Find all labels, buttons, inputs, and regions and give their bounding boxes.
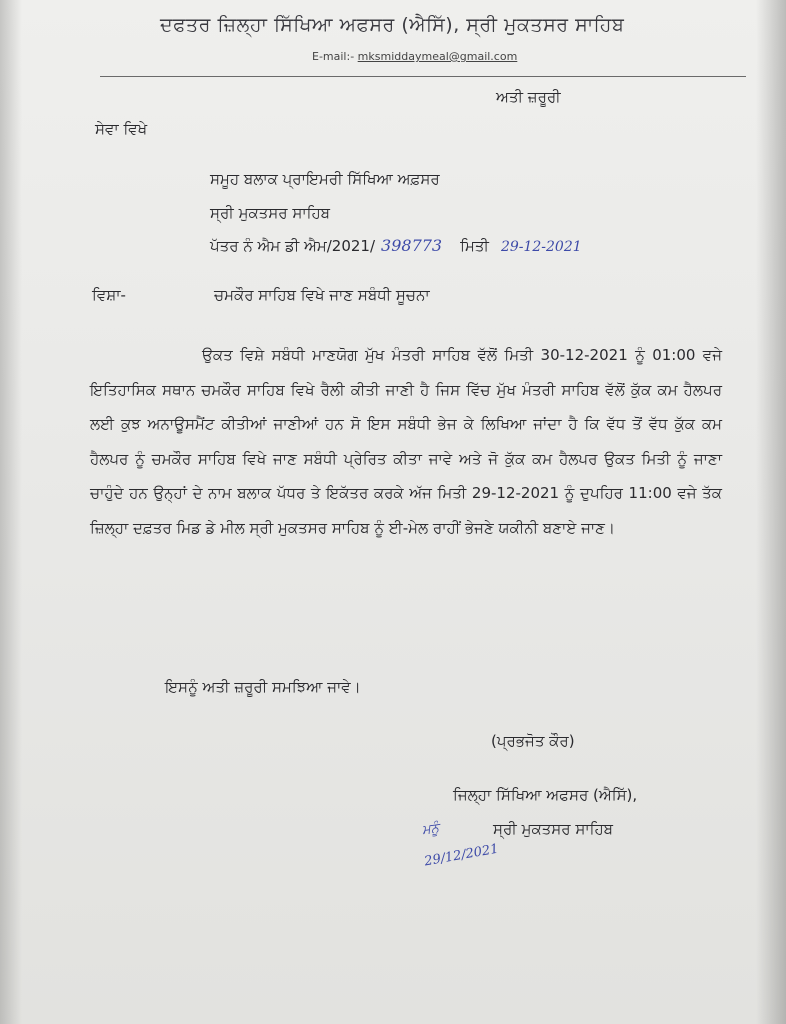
addressee-line-2: ਸ੍ਰੀ ਮੁਕਤਸਰ ਸਾਹਿਬ bbox=[210, 204, 331, 222]
closing-line: ਇਸਨੂੰ ਅਤੀ ਜ਼ਰੂਰੀ ਸਮਝਿਆ ਜਾਵੇ। bbox=[165, 678, 361, 696]
page-edge-shadow-left bbox=[0, 0, 22, 1024]
subject-label: ਵਿਸ਼ਾ- bbox=[92, 286, 126, 304]
header-divider bbox=[100, 76, 746, 77]
subject-text: ਚਮਕੌਰ ਸਾਹਿਬ ਵਿਖੇ ਜਾਣ ਸਬੰਧੀ ਸੂਚਨਾ bbox=[214, 286, 430, 304]
letter-number-prefix: ਪੱਤਰ ਨੰ ਐਮ ਡੀ ਐਮ/2021/ bbox=[210, 237, 376, 255]
email-label: E-mail:- bbox=[312, 50, 355, 63]
page-edge-shadow-right bbox=[756, 0, 786, 1024]
letter-date-handwritten: 29-12-2021 bbox=[500, 239, 582, 255]
letter-body-paragraph: ਉਕਤ ਵਿਸ਼ੇ ਸਬੰਧੀ ਮਾਣਯੋਗ ਮੁੱਖ ਮੰਤਰੀ ਸਾਹਿਬ ਵੱਲੋਂ ਮਿਤੀ 30-12-2021 ਨੂੰ 01:00 ਵਜੇ ਇਤਿਹਾਸਿਕ ਸਥਾਨ ਚਮਕੌਰ ਸਾਹਿਬ ਵਿਖੇ ਰੈਲੀ ਕੀਤੀ ਜਾਣੀ ਹੈ ਜਿਸ ਵਿੱਚ ਮੁੱਖ ਮੰਤਰੀ ਸਾਹਿਬ ਵੱਲੋਂ ਕੁੱਕ ਕਮ ਹੈਲਪਰ ਲਈ ਕੁਝ ਅਨਾਊਸਮੈਂਟ ਕੀਤੀਆਂ ਜਾਣੀਆਂ ਹਨ ਸੋ ਇਸ ਸਬੰਧੀ ਭੇਜ ਕੇ ਲਿਖਿਆ ਜਾਂਦਾ ਹੈ ਕਿ ਵੱਧ ਤੋਂ ਵੱਧ ਕੁੱਕ ਕਮ ਹੈਲਪਰ ਨੂੰ ਚਮਕੌਰ ਸਾਹਿਬ ਵਿਖੇ ਜਾਣ ਸਬੰਧੀ ਪ੍ਰੇਰਿਤ ਕੀਤਾ ਜਾਵੇ ਅਤੇ ਜੋ ਕੁੱਕ ਕਮ ਹੈਲਪਰ ਉਕਤ ਮਿਤੀ ਨੂੰ ਜਾਣਾ ਚਾਹੁੰਦੇ ਹਨ ਉਨ੍ਹਾਂ ਦੇ ਨਾਮ ਬਲਾਕ ਪੱਧਰ ਤੇ ਇਕੱਤਰ ਕਰਕੇ ਅੱਜ ਮਿਤੀ 29-12-2021 ਨੂੰ ਦੁਪਹਿਰ 11:00 ਵਜੇ ਤੱਕ ਜ਼ਿਲ੍ਹਾ ਦਫ਼ਤਰ ਮਿਡ ਡੇ ਮੀਲ ਸ੍ਰੀ ਮੁਕਤਸਰ ਸਾਹਿਬ ਨੂੰ ਈ-ਮੇਲ ਰਾਹੀਂ ਭੇਜਣੇ ਯਕੀਨੀ ਬਣਾਏ ਜਾਣ। bbox=[90, 346, 723, 537]
office-header-title: ਦਫਤਰ ਜ਼ਿਲ੍ਹਾ ਸਿੱਖਿਆ ਅਫਸਰ (ਐਸਿੱ), ਸ੍ਰੀ ਮੁਕਤਸਰ ਸਾਹਿਬ bbox=[160, 14, 625, 36]
office-email-row bbox=[312, 50, 517, 63]
addressee-line-1: ਸਮੂਹ ਬਲਾਕ ਪ੍ਰਾਇਮਰੀ ਸਿੱਖਿਆ ਅਫ਼ਸਰ bbox=[210, 170, 440, 188]
signatory-name: (ਪ੍ਰਭਜੋਤ ਕੌਰ) bbox=[491, 732, 575, 750]
letter-number-handwritten: 398773 bbox=[381, 236, 443, 255]
signatory-place: ਸ੍ਰੀ ਮੁਕਤਸਰ ਸਾਹਿਬ bbox=[493, 820, 614, 838]
handwritten-initials: ਮਨੂੰ bbox=[421, 820, 440, 839]
urgent-marker: ਅਤੀ ਜ਼ਰੂਰੀ bbox=[496, 88, 561, 106]
handwritten-initials-date: 29/12/2021 bbox=[423, 841, 500, 870]
letter-reference-row bbox=[210, 236, 582, 255]
salutation-to: ਸੇਵਾ ਵਿਖੇ bbox=[95, 120, 148, 138]
signatory-designation: ਜਿਲ੍ਹਾ ਸਿੱਖਿਆ ਅਫਸਰ (ਐਸਿੱ), bbox=[453, 786, 638, 804]
email-address: mksmiddaymeal@gmail.com bbox=[357, 50, 518, 63]
letter-date-label: ਮਿਤੀ bbox=[460, 237, 489, 255]
